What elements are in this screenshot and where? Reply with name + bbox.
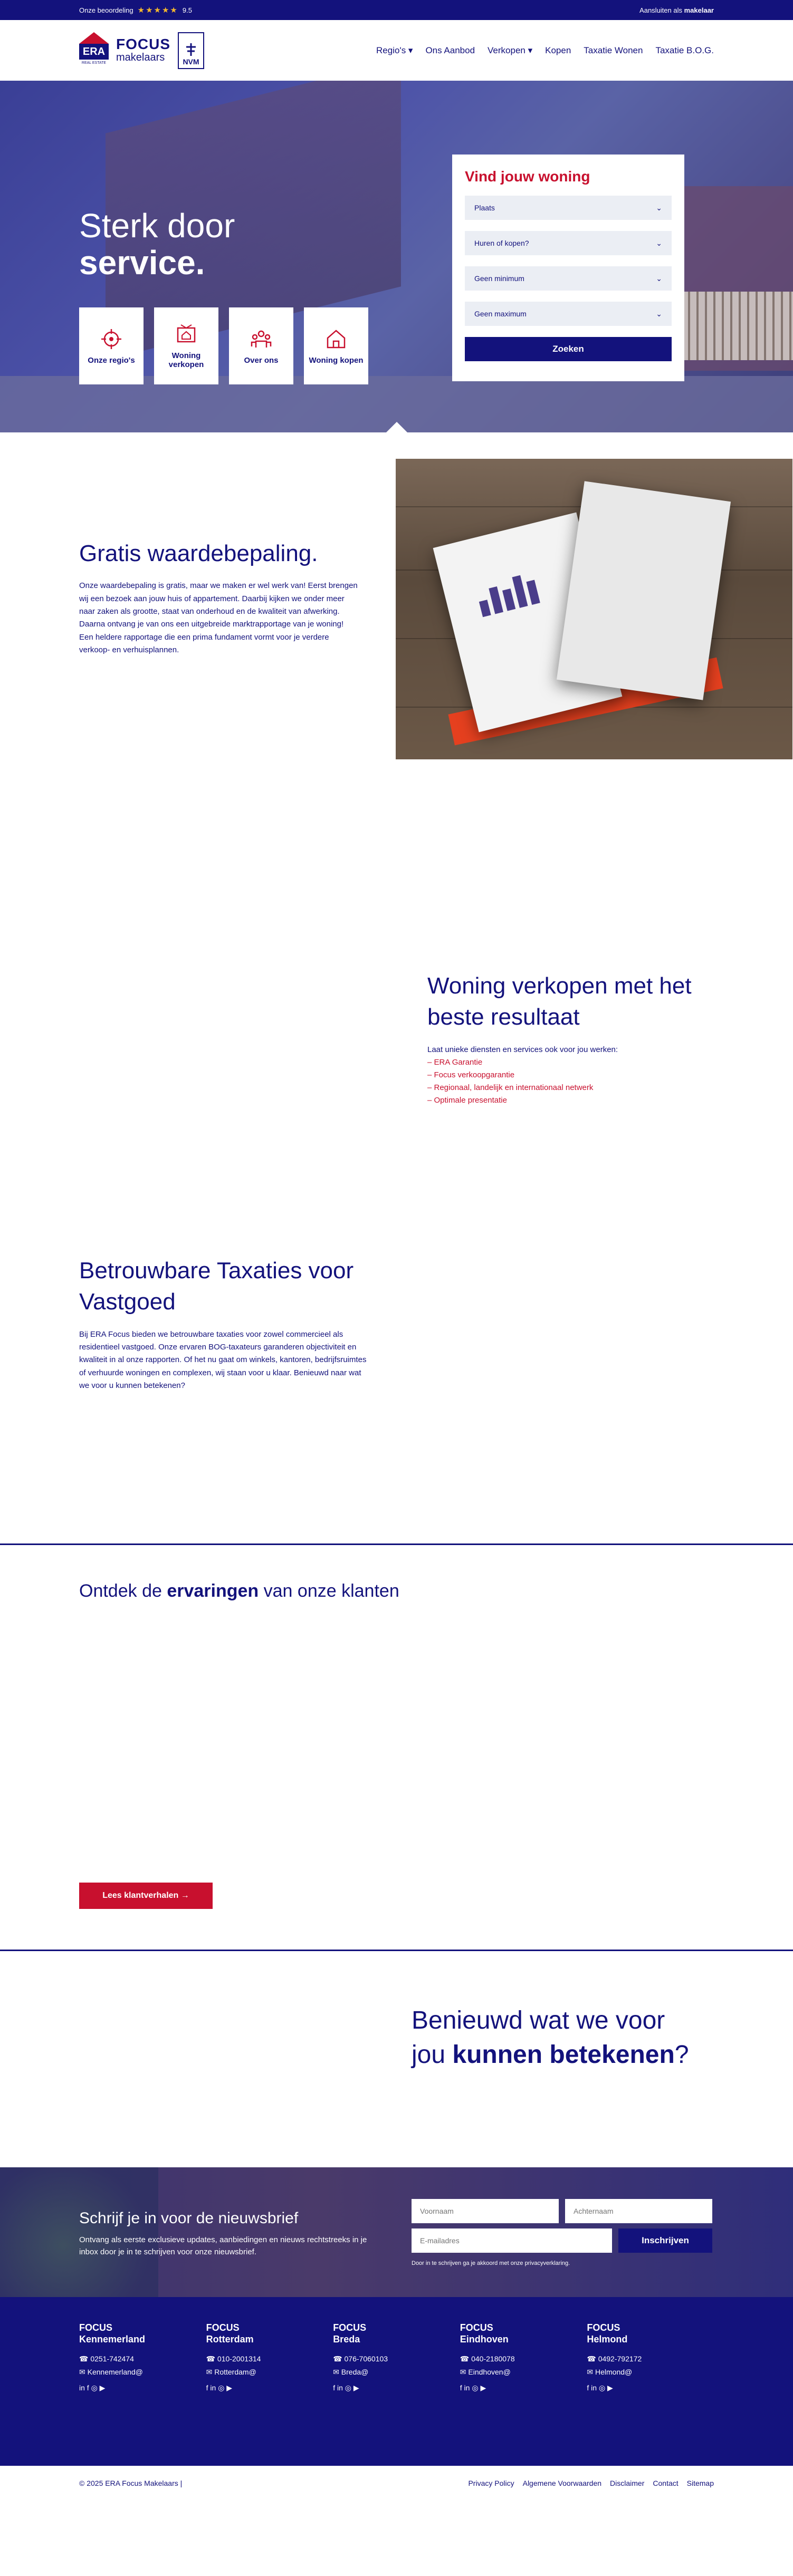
copyright: © 2025 ERA Focus Makelaars | [79, 2478, 183, 2487]
rating-label: Onze beoordeling [79, 6, 133, 14]
bottom-bar [0, 2466, 793, 2500]
era-logo[interactable]: ERA REAL ESTATE [79, 32, 109, 69]
privacy-note[interactable]: Door in te schrijven ga je akkoord met onze privacyverklaring. [412, 2260, 570, 2266]
taxaties-section [0, 1181, 793, 1545]
nav-kopen[interactable]: Kopen [545, 45, 571, 55]
logo-group[interactable] [79, 32, 204, 69]
crosshair-icon [100, 327, 123, 351]
ervaringen-title: Ontdek de ervaringen van onze klanten [79, 1581, 399, 1601]
office-kennemerland: FOCUS Kennemerland ☎ 0251-742474 ✉ Kennemerland@ in f ◎ ▶ [79, 2322, 206, 2466]
hero-tiles [79, 307, 368, 384]
waardebepaling-title: Gratis waardebepaling. [79, 541, 318, 566]
link-contact[interactable]: Contact [653, 2478, 679, 2487]
chevron-down-icon: ⌄ [656, 238, 662, 247]
subscribe-button[interactable]: Inschrijven [618, 2228, 712, 2253]
list-item[interactable]: – Regionaal, landelijk en internationaal netwerk [427, 1083, 594, 1092]
rating-score: 9.5 [182, 6, 192, 14]
social-icons[interactable]: f in ◎ ▶ [587, 2384, 613, 2392]
email-input[interactable] [412, 2228, 612, 2253]
ervaringen-section [0, 1545, 793, 1951]
nav-ons-aanbod[interactable]: Ons Aanbod [425, 45, 475, 55]
hero [0, 81, 793, 432]
link-privacy[interactable]: Privacy Policy [468, 2478, 514, 2487]
office-breda: FOCUS Breda ☎ 076-7060103 ✉ Breda@ f in ◎ ▶ [333, 2322, 460, 2466]
email-link[interactable]: ✉ Breda@ [333, 2367, 369, 2376]
taxaties-body: Bij ERA Focus bieden we betrouwbare taxaties voor zowel commercieel als residentieel vastgoed. Onze ervaren BOG-taxateurs garanderen objectiviteit en kwaliteit in al onze rapporten. Of het nu gaat om winkels, kantoren, bedrijfsruimtes of verhuurde woningen en complexen, wij staan voor u klaar. Benieuwd naar wat we voor u kunnen betekenen? [79, 1329, 367, 1390]
email-link[interactable]: ✉ Rotterdam@ [206, 2367, 256, 2376]
verkopen-section [0, 802, 793, 1181]
email-link[interactable]: ✉ Kennemerland@ [79, 2367, 143, 2376]
nvm-logo: NVM [178, 32, 204, 69]
social-icons[interactable]: f in ◎ ▶ [460, 2384, 486, 2392]
list-item[interactable]: – Optimale presentatie [427, 1095, 507, 1105]
select-plaats[interactable]: Plaats ⌄ [465, 196, 672, 220]
social-icons[interactable]: f in ◎ ▶ [206, 2384, 233, 2392]
top-bar [0, 0, 793, 20]
phone-link[interactable]: ☎ 040-2180078 [460, 2355, 515, 2363]
office-eindhoven: FOCUS Eindhoven ☎ 040-2180078 ✉ Eindhoven@ f in ◎ ▶ [460, 2322, 587, 2466]
focus-logo[interactable]: FOCUS makelaars [116, 36, 170, 63]
email-link[interactable]: ✉ Helmond@ [587, 2367, 633, 2376]
phone-link[interactable]: ☎ 0251-742474 [79, 2355, 134, 2363]
chevron-down-icon: ⌄ [656, 309, 662, 318]
verkopen-title: Woning verkopen met het beste resultaat [427, 973, 692, 1030]
link-voorwaarden[interactable]: Algemene Voorwaarden [522, 2478, 602, 2487]
list-item[interactable]: – Focus verkoopgarantie [427, 1070, 515, 1079]
social-icons[interactable]: in f ◎ ▶ [79, 2384, 106, 2392]
first-name-input[interactable] [412, 2199, 559, 2223]
footer [0, 2297, 793, 2466]
newsletter-section [0, 2167, 793, 2297]
klantverhalen-button[interactable]: Lees klantverhalen → [79, 1883, 213, 1909]
legal-links [468, 2479, 714, 2487]
newsletter-body: Ontvang als eerste exclusieve updates, aanbiedingen en nieuws rechtstreeks in je inbox door je in te schrijven voor onze nieuwsbrief. [79, 2235, 367, 2257]
phone-link[interactable]: ☎ 0492-792172 [587, 2355, 642, 2363]
search-title: Vind jouw woning [465, 168, 590, 185]
tile-over-ons[interactable]: Over ons [229, 307, 293, 384]
newsletter-title: Schrijf je in voor de nieuwsbrief [79, 2210, 299, 2227]
site-header [0, 20, 793, 81]
link-sitemap[interactable]: Sitemap [686, 2478, 714, 2487]
last-name-input[interactable] [565, 2199, 712, 2223]
select-huren-kopen[interactable]: Huren of kopen? ⌄ [465, 231, 672, 255]
benieuwd-title: Benieuwd wat we voor jou kunnen betekenen? [412, 2006, 689, 2069]
phone-link[interactable]: ☎ 076-7060103 [333, 2355, 388, 2363]
hero-title: Sterk door service. [79, 207, 235, 282]
office-helmond: FOCUS Helmond ☎ 0492-792172 ✉ Helmond@ f in ◎ ▶ [587, 2322, 714, 2466]
list-item[interactable]: – ERA Garantie [427, 1057, 483, 1067]
main-nav [376, 45, 714, 56]
chevron-down-icon: ⌄ [656, 274, 662, 283]
nav-verkopen[interactable]: Verkopen ▾ [488, 45, 533, 55]
sign-icon [175, 323, 198, 346]
tile-onze-regios[interactable]: Onze regio's [79, 307, 144, 384]
house-icon [324, 327, 348, 351]
nav-taxatie-wonen[interactable]: Taxatie Wonen [584, 45, 643, 55]
link-disclaimer[interactable]: Disclaimer [610, 2478, 645, 2487]
rating[interactable] [79, 5, 192, 15]
select-maximum[interactable]: Geen maximum ⌄ [465, 302, 672, 326]
nav-taxatie-bog[interactable]: Taxatie B.O.G. [655, 45, 714, 55]
social-icons[interactable]: f in ◎ ▶ [333, 2384, 359, 2392]
chevron-down-icon: ⌄ [656, 203, 662, 212]
taxaties-title: Betrouwbare Taxaties voor Vastgoed [79, 1258, 354, 1315]
waardebepaling-section [0, 432, 793, 802]
tile-woning-kopen[interactable]: Woning kopen [304, 307, 368, 384]
email-link[interactable]: ✉ Eindhoven@ [460, 2367, 511, 2376]
newsletter-form [412, 2199, 712, 2268]
phone-link[interactable]: ☎ 010-2001314 [206, 2355, 261, 2363]
search-button[interactable]: Zoeken [465, 337, 672, 361]
office-rotterdam: FOCUS Rotterdam ☎ 010-2001314 ✉ Rotterdam@ f in ◎ ▶ [206, 2322, 333, 2466]
tile-woning-verkopen[interactable]: Woning verkopen [154, 307, 218, 384]
waardebepaling-body: Onze waardebepaling is gratis, maar we maken er wel werk van! Eerst brengen wij een bezoek aan jouw huis of appartement. Daarbij kijken we onder meer naar zaken als grootte, staat van onderhoud en de kwaliteit van afwerking. Daarna ontvang je van ons een uitgebreide marktrapportage van je woning! Een heldere rapportage die een prima fundament vormt voor je verdere verkoop- en verhuisplannen. [79, 581, 358, 654]
search-box [452, 155, 684, 381]
verkopen-list: Laat unieke diensten en services ook voor jou werken: – ERA Garantie – Focus verkoopgarantie – Regionaal, landelijk en internationaal netwerk – Optimale presentatie [427, 1044, 723, 1107]
benieuwd-section [0, 1951, 793, 2167]
nav-regios[interactable]: Regio's ▾ [376, 45, 413, 55]
star-icons: ★★★★★ [137, 6, 178, 15]
select-minimum[interactable]: Geen minimum ⌄ [465, 266, 672, 291]
report-image [396, 459, 792, 759]
team-icon [250, 327, 273, 351]
join-link[interactable]: Aansluiten als makelaar [639, 6, 714, 14]
